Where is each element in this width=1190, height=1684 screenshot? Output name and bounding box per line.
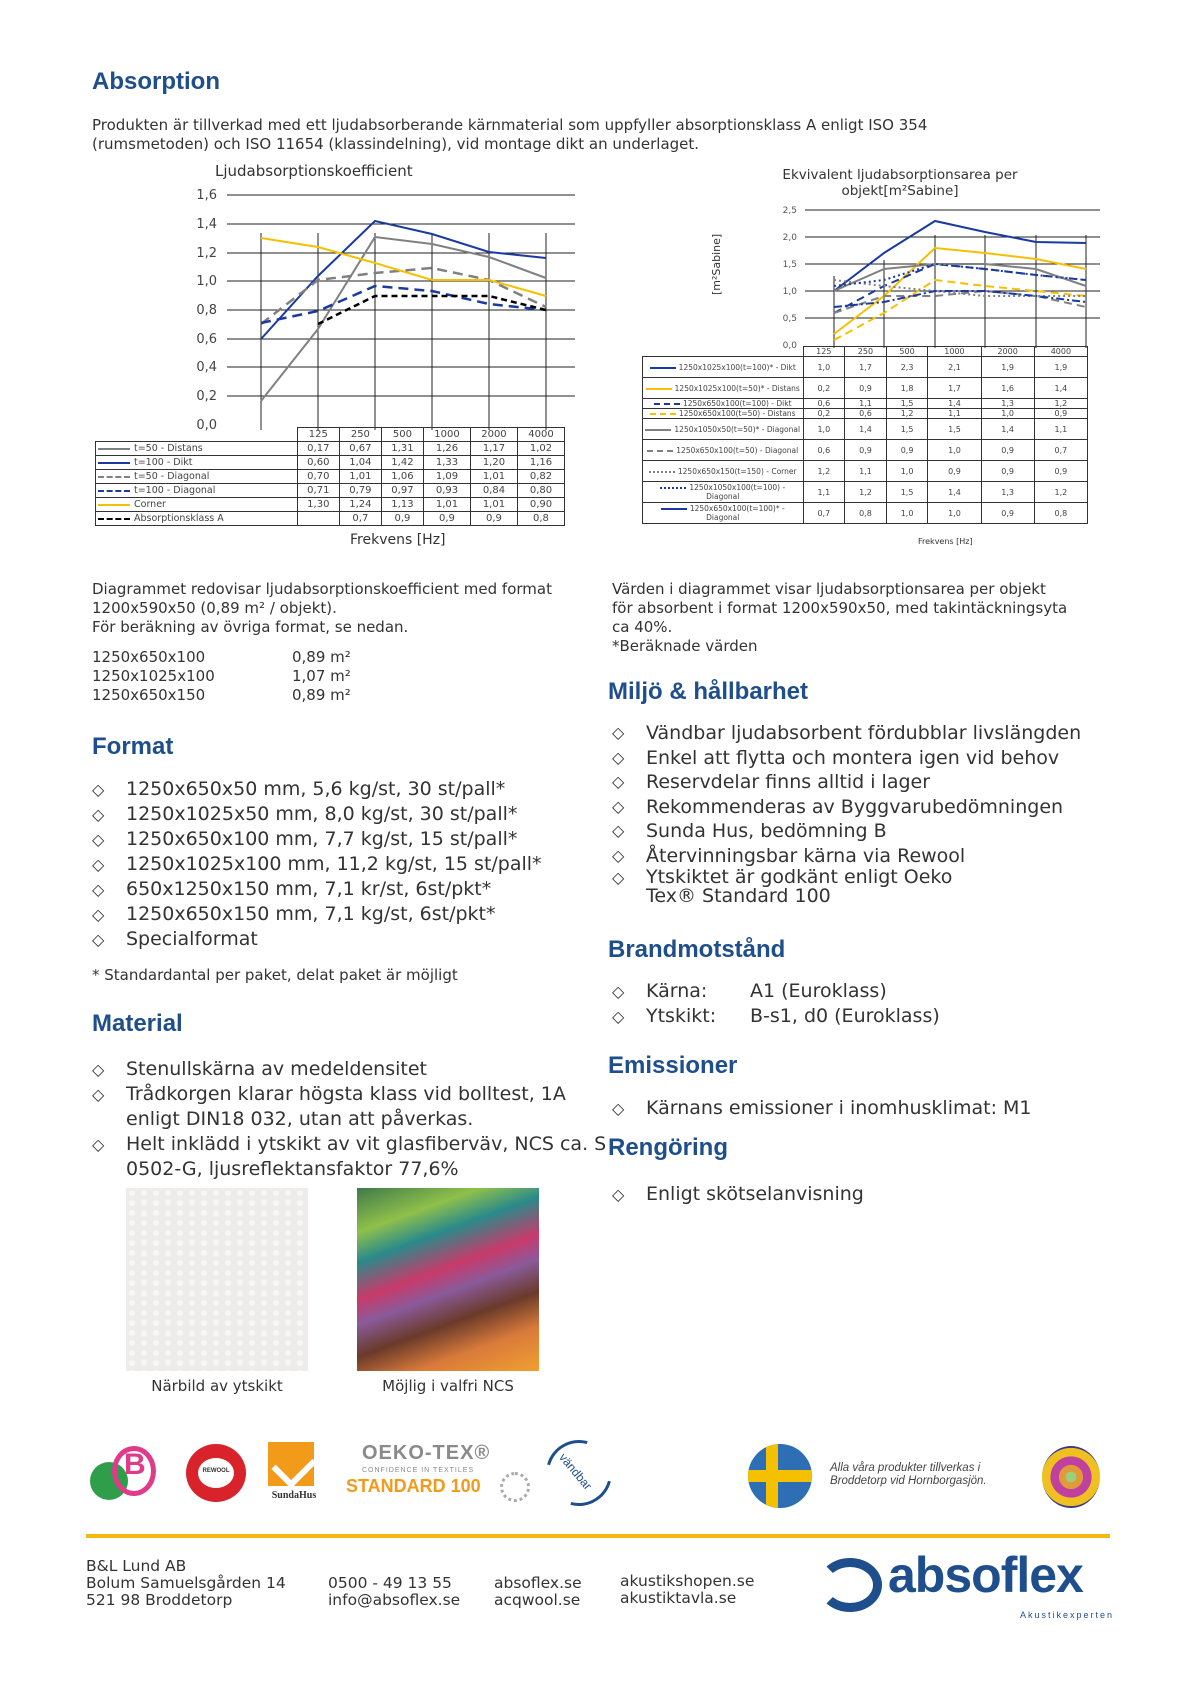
rengoring-heading: Rengöring bbox=[608, 1134, 728, 1161]
list-item: ◇ Vändbar ljudabsorbent fördubblar livslängden bbox=[612, 721, 1112, 746]
list-item: ◇ 1250x650x100 mm, 7,7 kg/st, 15 st/pall* bbox=[92, 827, 632, 852]
website-link[interactable]: absoflex.se bbox=[494, 1574, 582, 1592]
svg-text:0,0: 0,0 bbox=[196, 418, 217, 433]
rewool-logo: REWOOL bbox=[186, 1444, 246, 1502]
list-item: ◇ 1250x1025x50 mm, 8,0 kg/st, 30 st/pall* bbox=[92, 802, 632, 827]
svg-text:2,5: 2,5 bbox=[782, 206, 797, 216]
sundahus-logo: SundaHus bbox=[262, 1440, 326, 1506]
website-link[interactable]: akustikshopen.se bbox=[620, 1572, 755, 1590]
table-header-row: 125 250 500 1000 2000 4000 bbox=[96, 428, 565, 442]
legend-swatch bbox=[645, 429, 671, 431]
table-row: 1250x650x100(t=50) - Diagonal 0,6 0,9 0,9 1,0 0,9 0,7 bbox=[643, 440, 1088, 461]
legend-swatch bbox=[649, 471, 675, 473]
table-row: 1250x650x100(t=100) - Dikt 0,6 1,1 1,5 1,4 1,3 1,2 bbox=[643, 399, 1088, 409]
certification-seal-icon bbox=[1042, 1446, 1100, 1508]
absorption-intro: Produkten är tillverkad med ett ljudabsorberande kärnmaterial som uppfyller absorptionsklass A enligt ISO 354 (rumsmetoden) och ISO 11654 (klassindelning), vid montage dikt an underlaget. bbox=[92, 116, 928, 153]
table-row: 1250x650x100(t=100)* - Diagonal 0,7 0,8 1,0 1,0 0,9 0,8 bbox=[643, 503, 1088, 524]
table-row: 1250x1050x50(t=50)* - Diagonal 1,0 1,4 1,5 1,5 1,4 1,1 bbox=[643, 419, 1088, 440]
material-heading: Material bbox=[92, 1010, 183, 1037]
website-link[interactable]: akustiktavla.se bbox=[620, 1589, 737, 1607]
list-item: ◇ Enligt skötselanvisning bbox=[612, 1182, 1092, 1207]
ncs-color-samples-image bbox=[357, 1188, 539, 1371]
surface-closeup-image bbox=[126, 1188, 308, 1371]
list-item: ◇ Rekommenderas av Byggvarubedömningen bbox=[612, 795, 1112, 820]
table-row: 1250x650x150(t=150) - Corner 1,2 1,1 1,0 0,9 0,9 0,9 bbox=[643, 461, 1088, 482]
svg-text:1,5: 1,5 bbox=[782, 260, 797, 270]
footer-websites-2 bbox=[620, 1573, 754, 1607]
right-caption: Värden i diagrammet visar ljudabsorptionsarea per objekt för absorbent i format 1200x590x50, med takintäckningsyta ca 40%. *Beräknade värden bbox=[612, 580, 1068, 655]
list-item: ◇ Kärnans emissioner i inomhusklimat: M1 bbox=[612, 1096, 1092, 1121]
list-item: ◇ 1250x1025x100 mm, 11,2 kg/st, 15 st/pall* bbox=[92, 852, 632, 877]
list-item: ◇ Sunda Hus, bedömning B bbox=[612, 819, 1112, 844]
legend-swatch bbox=[98, 448, 130, 450]
chart-title: Ekvivalent ljudabsorptionsarea per objekt[m²Sabine] bbox=[782, 167, 1018, 199]
footer-divider bbox=[86, 1534, 1110, 1538]
list-item: ◇ Trådkorgen klarar högsta klass vid bolltest, 1A enligt DIN18 032, utan att påverkas. bbox=[92, 1082, 612, 1132]
legend-swatch bbox=[646, 388, 672, 390]
list-item: ◇ 1250x650x150 mm, 7,1 kg/st, 6st/pkt* bbox=[92, 902, 632, 927]
absorption-heading: Absorption bbox=[92, 68, 220, 95]
oeko-tex-logo: OEKO-TEX® CONFIDENCE IN TEXTILES STANDARD 100 bbox=[344, 1442, 534, 1506]
emissioner-heading: Emissioner bbox=[608, 1052, 738, 1079]
image-caption: Möjlig i valfri NCS bbox=[382, 1377, 514, 1395]
svg-text:0,5: 0,5 bbox=[782, 314, 797, 324]
email-link[interactable]: info@absoflex.se bbox=[328, 1591, 461, 1609]
footer-contact bbox=[328, 1575, 460, 1609]
legend-swatch bbox=[98, 504, 130, 506]
table-row: Corner 1,30 1,24 1,13 1,01 1,01 0,90 bbox=[96, 498, 565, 512]
list-item: ◇ Stenullskärna av medeldensitet bbox=[92, 1057, 612, 1082]
legend-swatch bbox=[650, 413, 676, 415]
brand-heading: Brandmotstånd bbox=[608, 936, 786, 963]
table-row: Absorptionsklass A 0,7 0,9 0,9 0,9 0,8 bbox=[96, 512, 565, 526]
list-item: ◇ 1250x650x50 mm, 5,6 kg/st, 30 st/pall* bbox=[92, 777, 632, 802]
svg-text:1,2: 1,2 bbox=[196, 246, 217, 261]
made-in-text: Alla våra produkter tillverkas i Broddetorp vid Hornborgasjön. bbox=[830, 1462, 987, 1487]
brand-list bbox=[612, 979, 1092, 1029]
svg-text:0,4: 0,4 bbox=[196, 360, 217, 375]
svg-text:0,8: 0,8 bbox=[196, 303, 217, 318]
swedish-flag-icon bbox=[748, 1444, 812, 1508]
miljo-heading: Miljö & hållbarhet bbox=[608, 678, 809, 705]
list-item: ◇ Ytskiktet är godkänt enligt Oeko Tex® Standard 100 bbox=[612, 868, 986, 906]
format-heading: Format bbox=[92, 733, 174, 760]
format-list bbox=[92, 777, 632, 952]
table-row: t=100 - Diagonal 0,71 0,79 0,97 0,93 0,84 0,80 bbox=[96, 484, 565, 498]
legend-swatch bbox=[98, 476, 130, 478]
list-item: ◇ Kärna: A1 (Euroklass) bbox=[612, 979, 1092, 1004]
chart-title: Ljudabsorptionskoefficient bbox=[215, 162, 413, 180]
emissioner-list bbox=[612, 1096, 1092, 1121]
svg-text:2,0: 2,0 bbox=[782, 233, 797, 243]
vandbar-logo: vändbar bbox=[534, 1428, 624, 1518]
area-row: 1250x1025x100 1,07 m² bbox=[92, 667, 351, 685]
svg-text:0,2: 0,2 bbox=[196, 389, 217, 404]
list-item: ◇ Helt inklädd i ytskikt av vit glasfiberväv, NCS ca. S 0502-G, ljusreflektansfaktor 77,6% bbox=[92, 1132, 612, 1182]
absoflex-logo: absoflex Akustikexperten bbox=[818, 1550, 1118, 1620]
list-item: ◇ Specialformat bbox=[92, 927, 632, 952]
material-list bbox=[92, 1057, 612, 1182]
format-footnote: * Standardantal per paket, delat paket är möjligt bbox=[92, 966, 458, 984]
table-row: t=50 - Diagonal 0,70 1,01 1,06 1,09 1,01 0,82 bbox=[96, 470, 565, 484]
footer-websites-1 bbox=[494, 1575, 582, 1609]
list-item: ◇ Enkel att flytta och montera igen vid behov bbox=[612, 746, 1112, 771]
table-row: 1250x1025x100(t=100)* - Dikt 1,0 1,7 2,3 2,1 1,9 1,9 bbox=[643, 357, 1088, 378]
byggvarubedomningen-logo: B bbox=[90, 1440, 170, 1504]
svg-text:1,6: 1,6 bbox=[196, 188, 217, 203]
legend-swatch bbox=[654, 403, 680, 405]
list-item: ◇ 650x1250x150 mm, 7,1 kr/st, 6st/pkt* bbox=[92, 877, 632, 902]
absoflex-emblem-icon bbox=[818, 1558, 882, 1612]
svg-text:1,4: 1,4 bbox=[196, 217, 217, 232]
legend-swatch bbox=[660, 487, 686, 489]
legend-swatch bbox=[98, 462, 130, 464]
table-row: 1250x1025x100(t=50)* - Distans 0,2 0,9 1,8 1,7 1,6 1,4 bbox=[643, 378, 1088, 399]
left-caption: Diagrammet redovisar ljudabsorptionskoefficient med format 1200x590x50 (0,89 m² / objekt). För beräkning av övriga format, se nedan. bbox=[92, 580, 552, 636]
footer-address: B&L Lund AB Bolum Samuelsgården 14 521 98 Broddetorp bbox=[86, 1557, 286, 1609]
list-item: ◇ Reservdelar finns alltid i lager bbox=[612, 770, 1112, 795]
area-data-table bbox=[642, 346, 1088, 524]
legend-swatch bbox=[647, 450, 673, 452]
table-row: 1250x1050x100(t=100) - Diagonal 1,1 1,2 1,5 1,4 1,3 1,2 bbox=[643, 482, 1088, 503]
rengoring-list bbox=[612, 1182, 1092, 1207]
legend-swatch bbox=[98, 490, 130, 492]
table-header-row: 125 250 500 1000 2000 4000 bbox=[643, 347, 1088, 357]
table-row: 1250x650x100(t=50) - Distans 0,2 0,6 1,2 1,1 1,0 0,9 bbox=[643, 409, 1088, 419]
absorption-area-chart bbox=[640, 165, 1100, 555]
area-row: 1250x650x100 0,89 m² bbox=[92, 648, 351, 666]
table-row: t=100 - Dikt 0,60 1,04 1,42 1,33 1,20 1,16 bbox=[96, 456, 565, 470]
svg-text:0,0: 0,0 bbox=[782, 341, 797, 351]
svg-text:1,0: 1,0 bbox=[782, 287, 797, 297]
absorption-data-table bbox=[95, 427, 565, 526]
chart-xlabel: Frekvens [Hz] bbox=[918, 537, 973, 546]
svg-text:0,6: 0,6 bbox=[196, 332, 217, 347]
phone-link[interactable]: 0500 - 49 13 55 bbox=[328, 1574, 452, 1592]
area-row: 1250x650x150 0,89 m² bbox=[92, 686, 351, 704]
chart-plot-area bbox=[95, 180, 575, 460]
list-item: ◇ Ytskikt: B-s1, d0 (Euroklass) bbox=[612, 1004, 1092, 1029]
image-caption: Närbild av ytskikt bbox=[151, 1377, 283, 1395]
miljo-list bbox=[612, 721, 1112, 906]
chart-xlabel: Frekvens [Hz] bbox=[350, 532, 446, 548]
chart-ylabel: [m²Sabine] bbox=[710, 233, 723, 295]
legend-swatch bbox=[98, 518, 130, 520]
list-item: ◇ Återvinningsbar kärna via Rewool bbox=[612, 844, 1112, 869]
legend-swatch bbox=[661, 508, 687, 510]
table-row: t=50 - Distans 0,17 0,67 1,31 1,26 1,17 1,02 bbox=[96, 442, 565, 456]
website-link[interactable]: acqwool.se bbox=[494, 1591, 581, 1609]
absorption-coefficient-chart bbox=[95, 160, 575, 550]
svg-text:1,0: 1,0 bbox=[196, 274, 217, 289]
format-area-list bbox=[92, 648, 492, 705]
legend-swatch bbox=[650, 367, 676, 369]
